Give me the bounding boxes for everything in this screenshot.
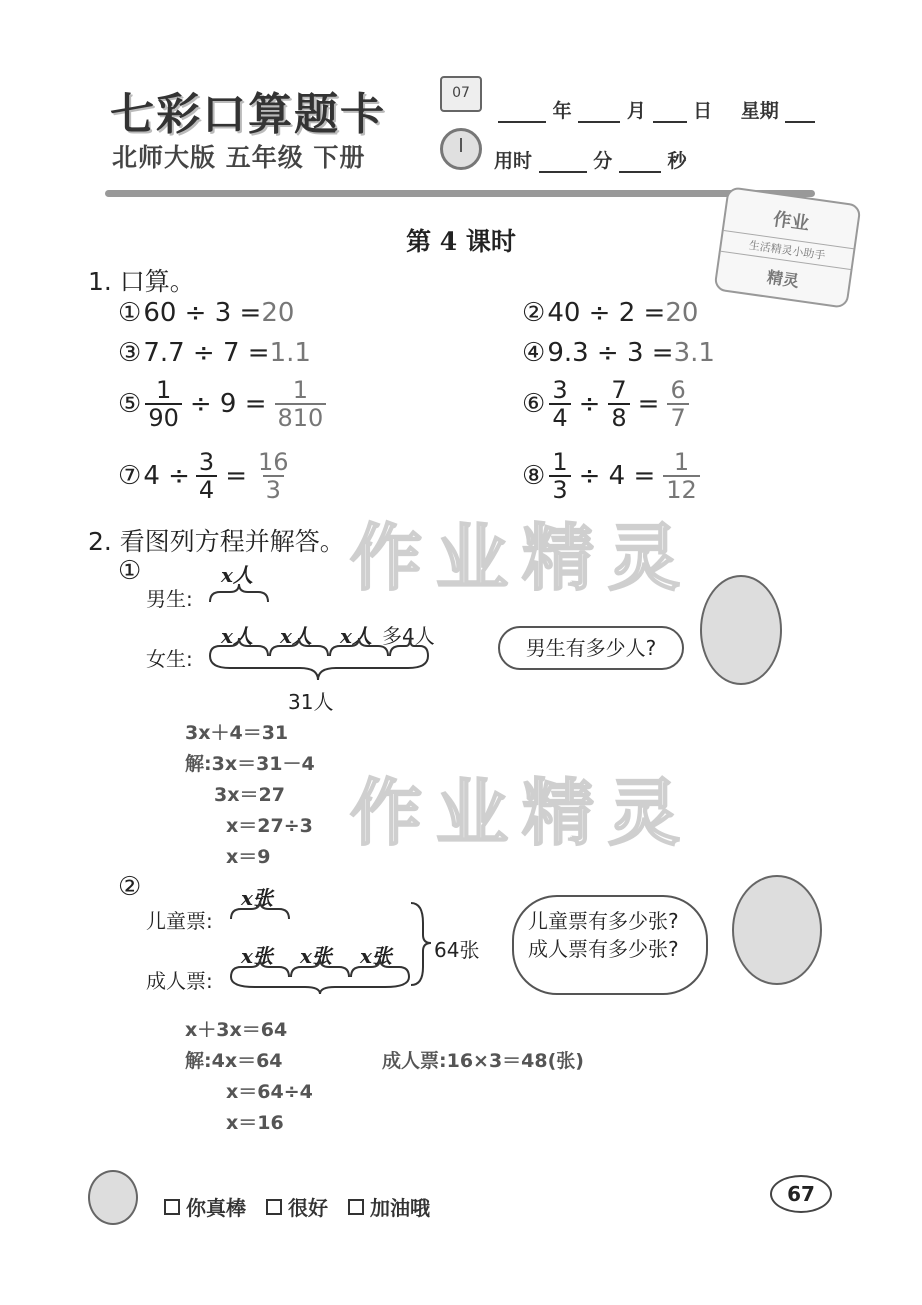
operator: ÷ xyxy=(578,389,601,419)
girls-brace xyxy=(330,638,388,656)
girls-segment-label: x人 xyxy=(221,624,253,648)
girls-brace xyxy=(210,638,268,656)
item-number: ⑧ xyxy=(522,461,546,491)
ticket-total-brace xyxy=(411,903,431,985)
stamp-top: 作业 xyxy=(771,208,811,235)
book-title: 七彩口算题卡 xyxy=(110,89,386,140)
boys-label: 男生: xyxy=(146,587,193,611)
fraction xyxy=(608,378,629,430)
q1-item-2 xyxy=(522,298,698,328)
part1-number: ① xyxy=(118,556,142,586)
bar-diagram-2 xyxy=(225,895,435,995)
denominator: 90 xyxy=(145,403,182,430)
mascot-icon xyxy=(88,1170,138,1225)
minutes-label: 分 xyxy=(593,150,613,172)
p1-step-2: 解:3x＝31－4 xyxy=(185,753,315,775)
fraction xyxy=(549,378,570,430)
answer-fraction xyxy=(255,450,292,502)
answer-fraction xyxy=(667,378,688,430)
operator: ÷ 9 = xyxy=(189,389,267,419)
watermark: 作业精灵 xyxy=(350,516,695,600)
item-number: ⑤ xyxy=(118,389,142,419)
denominator: 3 xyxy=(263,475,284,502)
question-bubble-1: 男生有多少人? xyxy=(498,626,684,670)
p1-step-3: 3x＝27 xyxy=(214,784,285,806)
p2-step-3: x＝64÷4 xyxy=(226,1081,313,1103)
month-blank[interactable] xyxy=(578,103,620,123)
girl-avatar xyxy=(700,575,782,685)
operator: ÷ 4 = xyxy=(578,461,656,491)
q1-item-7 xyxy=(118,450,294,502)
p2-step-2: 解:4x＝64 xyxy=(185,1050,283,1072)
numerator: 6 xyxy=(670,376,686,404)
item-number: ⑥ xyxy=(522,389,546,419)
adult-brace xyxy=(231,959,289,977)
adult-segment-label: x张 xyxy=(300,944,332,968)
p1-step-1: 3x＋4＝31 xyxy=(185,722,289,744)
adult-ticket-label: 成人票: xyxy=(146,969,213,993)
denominator: 4 xyxy=(549,403,570,430)
adult-segment-label: x张 xyxy=(360,944,392,968)
page-number: 67 xyxy=(770,1175,832,1213)
q1-item-5 xyxy=(118,378,328,430)
p1-step-5: x＝9 xyxy=(226,846,271,868)
boys-segment-label: x人 xyxy=(221,563,253,587)
q1-item-8 xyxy=(522,450,702,502)
header-divider xyxy=(105,190,815,197)
rating-options xyxy=(164,1192,430,1221)
q1-item-3 xyxy=(118,338,311,368)
item-expression: 40 ÷ 2 = xyxy=(547,298,666,328)
rating-checkbox-1[interactable] xyxy=(164,1199,180,1215)
lesson-title: 第 4 课时 xyxy=(406,227,516,256)
seconds-blank[interactable] xyxy=(619,153,661,173)
adult-answer: 成人票:16×3＝48(张) xyxy=(382,1050,584,1072)
adult-brace xyxy=(291,959,349,977)
answer-fraction xyxy=(663,450,700,502)
day-label: 日 xyxy=(693,100,713,122)
denominator: 8 xyxy=(608,403,629,430)
adult-brace xyxy=(351,959,409,977)
item-number: ② xyxy=(522,298,546,328)
numerator: 3 xyxy=(198,448,215,476)
item-answer: 3.1 xyxy=(673,338,715,368)
adult-segment-label: x张 xyxy=(241,944,273,968)
operator: 4 ÷ xyxy=(143,461,190,491)
numerator: 1 xyxy=(552,448,568,476)
weekday-blank[interactable] xyxy=(785,103,815,123)
question-bubble-2: 儿童票有多少张? 成人票有多少张? xyxy=(512,895,708,995)
denominator: 4 xyxy=(196,475,217,502)
girl-avatar-2 xyxy=(732,875,822,985)
extra-label: 多4人 xyxy=(382,624,435,648)
boys-brace xyxy=(210,584,268,602)
girls-label: 女生: xyxy=(146,647,193,671)
total-label: 31人 xyxy=(288,690,334,714)
q1-item-6 xyxy=(522,378,691,430)
equals: = xyxy=(225,461,247,491)
rating-checkbox-3[interactable] xyxy=(348,1199,364,1215)
part2-number: ② xyxy=(118,872,142,902)
date-fields xyxy=(498,96,815,123)
q2-title: 2. 看图列方程并解答。 xyxy=(88,527,345,556)
fraction xyxy=(145,378,182,430)
p1-step-4: x＝27÷3 xyxy=(226,815,313,837)
item-expression: 60 ÷ 3 = xyxy=(143,298,262,328)
watermark: 作业精灵 xyxy=(350,771,695,855)
item-number: ① xyxy=(118,298,142,328)
item-answer: 1.1 xyxy=(269,338,311,368)
rating-label-1: 你真棒 xyxy=(186,1196,246,1220)
fraction xyxy=(549,450,570,502)
day-blank[interactable] xyxy=(653,103,687,123)
numerator: 1 xyxy=(155,376,172,404)
q1-item-1 xyxy=(118,298,294,328)
calendar-icon: 07 xyxy=(440,76,482,112)
denominator: 7 xyxy=(667,403,688,430)
girls-brace xyxy=(270,638,328,656)
weekday-label: 星期 xyxy=(740,100,779,122)
answer-fraction xyxy=(275,378,327,430)
total-brace xyxy=(210,656,428,680)
rating-checkbox-2[interactable] xyxy=(266,1199,282,1215)
numerator: 3 xyxy=(552,376,568,404)
numerator: 1 xyxy=(673,448,690,476)
item-answer: 20 xyxy=(665,298,699,328)
child-ticket-label: 儿童票: xyxy=(146,909,213,933)
extra-brace xyxy=(390,638,428,656)
p2-step-4: x＝16 xyxy=(226,1112,284,1134)
seconds-label: 秒 xyxy=(667,150,687,172)
bar-diagram-1 xyxy=(200,580,450,690)
girls-segment-label: x人 xyxy=(340,624,372,648)
minutes-blank[interactable] xyxy=(539,153,587,173)
child-brace xyxy=(231,901,289,919)
denominator: 810 xyxy=(275,403,327,430)
item-number: ③ xyxy=(118,338,142,368)
denominator: 12 xyxy=(663,475,700,502)
equals: = xyxy=(637,389,660,419)
item-number: ⑦ xyxy=(118,461,142,491)
year-label: 年 xyxy=(552,100,572,122)
q1-item-4 xyxy=(522,338,715,368)
child-segment-label: x张 xyxy=(241,886,273,910)
stamp-bottom: 精灵 xyxy=(765,267,801,291)
q1-title: 1. 口算。 xyxy=(88,267,195,296)
clock-icon xyxy=(440,128,482,170)
numerator: 1 xyxy=(292,376,309,404)
ticket-total-label: 64张 xyxy=(434,938,480,962)
item-number: ④ xyxy=(522,338,546,368)
rating-label-2: 很好 xyxy=(288,1196,328,1220)
item-answer: 20 xyxy=(261,298,295,328)
item-expression: 9.3 ÷ 3 = xyxy=(547,338,674,368)
item-expression: 7.7 ÷ 7 = xyxy=(143,338,270,368)
edition-label: 北师大版 五年级 下册 xyxy=(112,143,366,172)
numerator: 7 xyxy=(611,376,627,404)
girls-segment-label: x人 xyxy=(280,624,312,648)
rating-label-3: 加油哦 xyxy=(370,1196,430,1220)
month-label: 月 xyxy=(626,100,646,122)
time-used-label: 用时 xyxy=(494,150,533,172)
adult-total-brace xyxy=(231,977,409,994)
time-fields xyxy=(494,146,687,173)
year-blank[interactable] xyxy=(498,103,546,123)
denominator: 3 xyxy=(549,475,570,502)
stamp-mid: 生活精灵小助手 xyxy=(721,230,854,270)
p2-step-1: x＋3x＝64 xyxy=(185,1019,288,1041)
numerator: 16 xyxy=(257,448,289,476)
fraction xyxy=(196,450,217,502)
